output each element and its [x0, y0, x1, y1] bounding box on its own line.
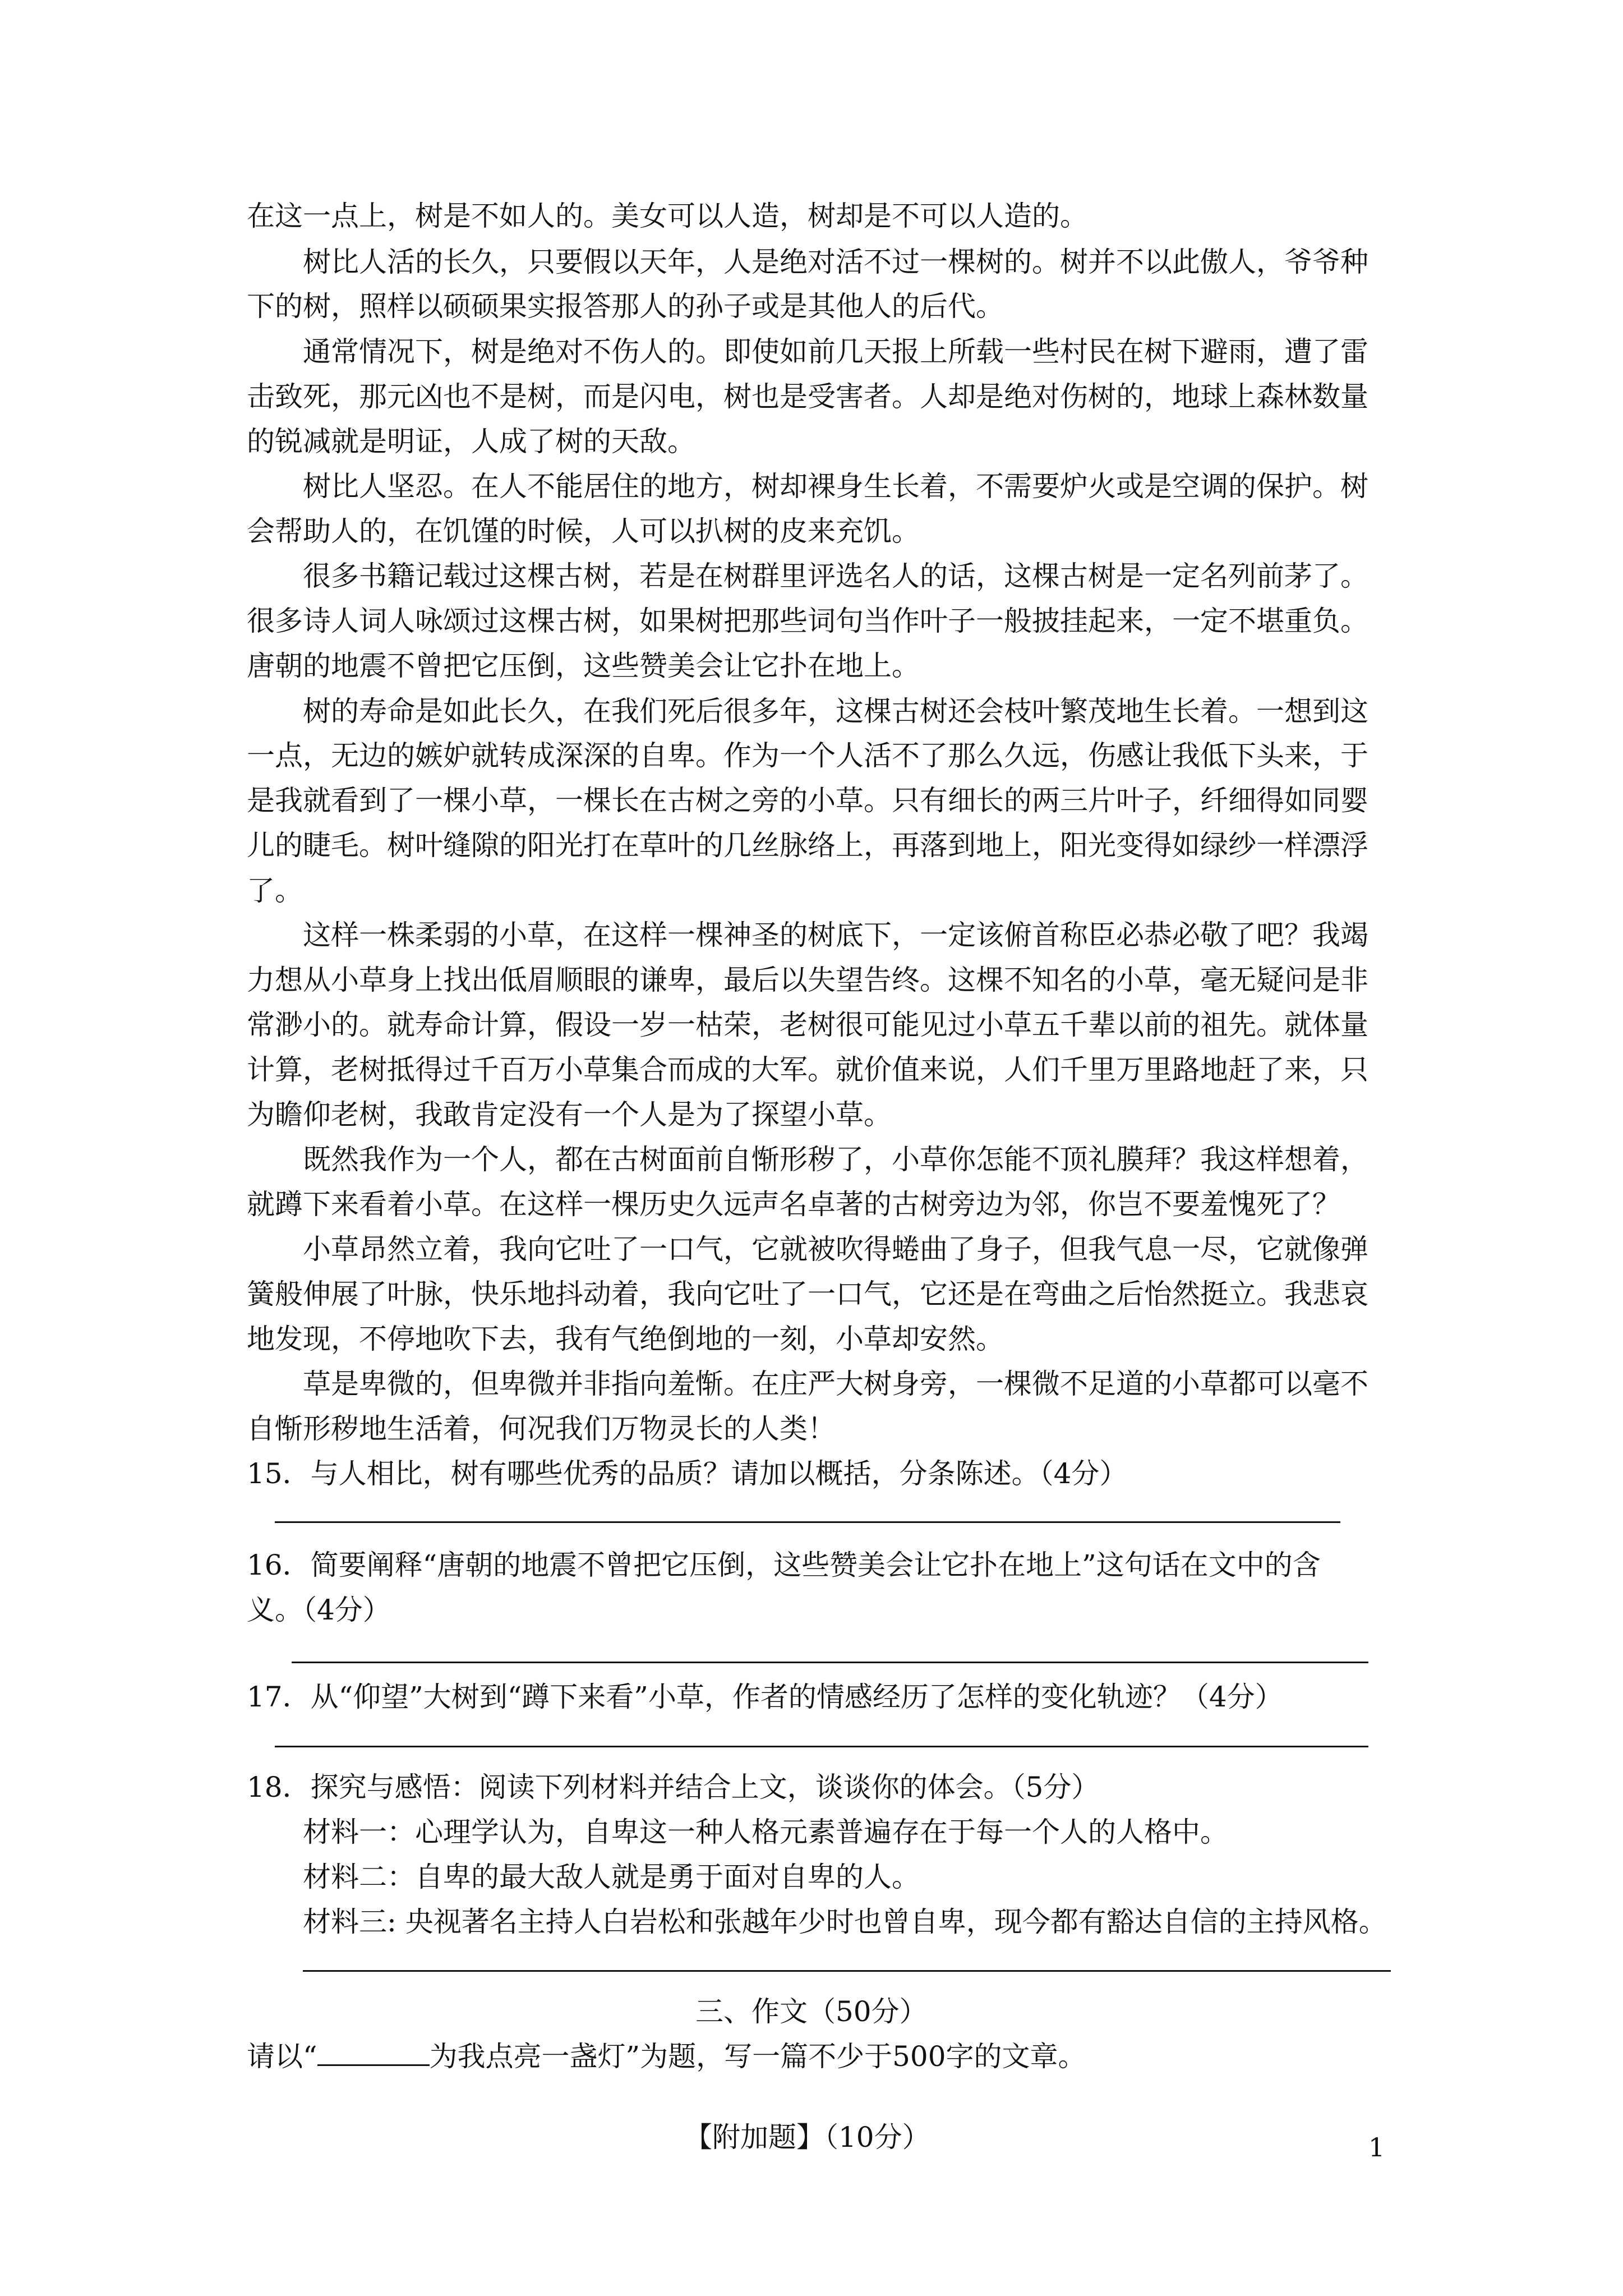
passage-line	[247, 1053, 1368, 1087]
passage-line-text: 儿的睫毛。树叶缝隙的阳光打在草叶的几丝脉络上，再落到地上，阳光变得如绿纱一样漂浮	[247, 829, 1368, 862]
question-18-text: 18．探究与感悟：阅读下列材料并结合上文，谈谈你的体会。（5分）	[247, 1771, 1100, 1803]
passage-line	[247, 1008, 1368, 1042]
passage-line	[247, 1098, 892, 1131]
essay-prompt	[247, 2040, 1086, 2073]
passage-line-text: 的锐减就是明证，人成了树的天敌。	[247, 425, 695, 458]
passage-line	[247, 649, 920, 683]
answer-line-18[interactable]	[303, 1970, 1391, 1972]
passage-line	[247, 604, 1368, 638]
passage-line-text: 唐朝的地震不曾把它压倒，这些赞美会让它扑在地上。	[247, 650, 920, 682]
passage-line-text: 是我就看到了一棵小草，一棵长在古树之旁的小草。只有细长的两三片叶子，纤细得如同婴	[247, 784, 1368, 817]
passage-line	[247, 380, 1368, 413]
passage-line	[247, 874, 303, 908]
passage-line-text: 计算，老树抵得过千百万小草集合而成的大军。就价值来说，人们千里万里路地赶了来，只	[247, 1053, 1368, 1086]
passage-line	[303, 245, 1368, 279]
passage-line-text: 一点，无边的嫉妒就转成深深的自卑。作为一个人活不了那么久远，伤感让我低下头来，于	[247, 739, 1368, 772]
material-3	[303, 1905, 1387, 1939]
passage-line	[247, 784, 1368, 817]
passage-line-text: 下的树，照样以硕硕果实报答那人的孙子或是其他人的后代。	[247, 290, 1004, 323]
passage-line-text: 在这一点上，树是不如人的。美女可以人造，树却是不可以人造的。	[247, 200, 1088, 232]
passage-line-text: 簧般伸展了叶脉，快乐地抖动着，我向它吐了一口气，它还是在弯曲之后怡然挺立。我悲哀	[247, 1278, 1368, 1310]
passage-line-text: 了。	[247, 875, 303, 907]
passage-line-text: 小草昂然立着，我向它吐了一口气，它就被吹得蜷曲了身子，但我气息一尽，它就像弹	[303, 1233, 1368, 1266]
passage-line	[303, 918, 1368, 952]
material-3-text: 材料三: 央视著名主持人白岩松和张越年少时也曾自卑，现今都有豁达自信的主持风格。	[303, 1906, 1387, 1938]
question-16	[247, 1548, 1321, 1582]
passage-line	[303, 559, 1368, 593]
passage-line-text: 这样一株柔弱的小草，在这样一棵神圣的树底下，一定该俯首称臣必恭必敬了吧？我竭	[303, 919, 1368, 951]
passage-line-text: 就蹲下来看着小草。在这样一棵历史久远声名卓著的古树旁边为邻，你岂不要羞愧死了？	[247, 1188, 1340, 1221]
passage-line	[247, 829, 1368, 862]
answer-line-16[interactable]	[292, 1662, 1368, 1663]
passage-line	[247, 289, 1004, 323]
passage-line-text: 会帮助人的，在饥馑的时候，人可以扒树的皮来充饥。	[247, 515, 920, 547]
material-1	[303, 1815, 1228, 1849]
essay-heading-text: 三、作文（50分）	[695, 1995, 928, 2028]
passage-line-text: 既然我作为一个人，都在古树面前自惭形秽了，小草你怎能不顶礼膜拜？我这样想着，	[303, 1143, 1368, 1176]
passage-line-text: 树比人活的长久，只要假以天年，人是绝对活不过一棵树的。树并不以此傲人，爷爷种	[303, 246, 1368, 278]
passage-line	[303, 1232, 1368, 1266]
passage-line-text: 为瞻仰老树，我敢肯定没有一个人是为了探望小草。	[247, 1098, 892, 1131]
passage-line	[303, 470, 1368, 503]
passage-line-text: 击致死，那元凶也不是树，而是闪电，树也是受害者。人却是绝对伤树的，地球上森林数量	[247, 380, 1368, 413]
passage-line	[247, 1188, 1340, 1221]
passage-line	[247, 1412, 836, 1446]
passage-line	[303, 1367, 1368, 1401]
passage-line-text: 很多诗人词人咏颂过这棵古树，如果树把那些词句当作叶子一般披挂起来，一定不堪重负。	[247, 605, 1368, 637]
question-17-text: 17．从“仰望”大树到“蹲下来看”小草，作者的情感经历了怎样的变化轨迹？（4分）	[247, 1681, 1283, 1713]
essay-heading	[695, 1995, 928, 2028]
passage-line-text: 草是卑微的，但卑微并非指向羞惭。在庄严大树身旁，一棵微不足道的小草都可以毫不	[303, 1368, 1368, 1400]
material-2-text: 材料二：自卑的最大敌人就是勇于面对自卑的人。	[303, 1861, 920, 1893]
question-16-text-continued: 义。（4分）	[247, 1594, 391, 1626]
passage-line-text: 力想从小草身上找出低眉顺眼的谦卑，最后以失望告终。这棵不知名的小草，毫无疑问是非	[247, 964, 1368, 996]
question-17	[247, 1680, 1283, 1714]
bonus-heading-text: 【附加题】（10分）	[684, 2121, 930, 2154]
question-15	[247, 1457, 1127, 1490]
question-16-continued	[247, 1593, 391, 1627]
passage-line	[247, 739, 1368, 772]
material-2	[303, 1860, 920, 1894]
bonus-heading	[684, 2120, 930, 2154]
passage-line	[247, 1277, 1368, 1311]
passage-line-text: 常渺小的。就寿命计算，假设一岁一枯荣，老树很可能见过小草五千辈以前的祖先。就体量	[247, 1009, 1368, 1041]
question-16-text: 16．简要阐释“唐朝的地震不曾把它压倒，这些赞美会让它扑在地上”这句话在文中的含	[247, 1549, 1321, 1581]
passage-line-text: 地发现，不停地吹下去，我有气绝倒地的一刻，小草却安然。	[247, 1323, 1004, 1355]
answer-line-15[interactable]	[275, 1521, 1340, 1523]
essay-prompt-end: 为我点亮一盏灯”为题，写一篇不少于500字的文章。	[429, 2040, 1086, 2073]
passage-line-text: 通常情况下，树是绝对不伤人的。即使如前几天报上所载一些村民在树下避雨，遭了雷	[303, 335, 1368, 368]
passage-line-text: 很多书籍记载过这棵古树，若是在树群里评选名人的话，这棵古树是一定名列前茅了。	[303, 560, 1368, 592]
passage-line	[247, 199, 1088, 233]
essay-prompt-start: 请以“	[247, 2040, 317, 2073]
passage-line	[247, 425, 695, 458]
passage-line	[303, 694, 1368, 728]
question-18	[247, 1770, 1099, 1804]
passage-line	[247, 963, 1368, 997]
passage-line	[303, 335, 1368, 369]
question-15-text: 15．与人相比，树有哪些优秀的品质？请加以概括，分条陈述。（4分）	[247, 1457, 1128, 1490]
passage-line-text: 自惭形秽地生活着，何况我们万物灵长的人类！	[247, 1412, 836, 1445]
page-number: 1	[1368, 2132, 1385, 2162]
passage-line-text: 树的寿命是如此长久，在我们死后很多年，这棵古树还会枝叶繁茂地生长着。一想到这	[303, 695, 1368, 728]
passage-line	[247, 514, 920, 548]
passage-line	[303, 1143, 1368, 1176]
answer-line-17[interactable]	[275, 1746, 1368, 1747]
material-1-text: 材料一：心理学认为，自卑这一种人格元素普遍存在于每一个人的人格中。	[303, 1816, 1228, 1848]
passage-line-text: 树比人坚忍。在人不能居住的地方，树却裸身生长着，不需要炉火或是空调的保护。树	[303, 470, 1368, 503]
essay-title-blank[interactable]	[317, 2061, 430, 2066]
passage-line	[247, 1322, 1004, 1356]
